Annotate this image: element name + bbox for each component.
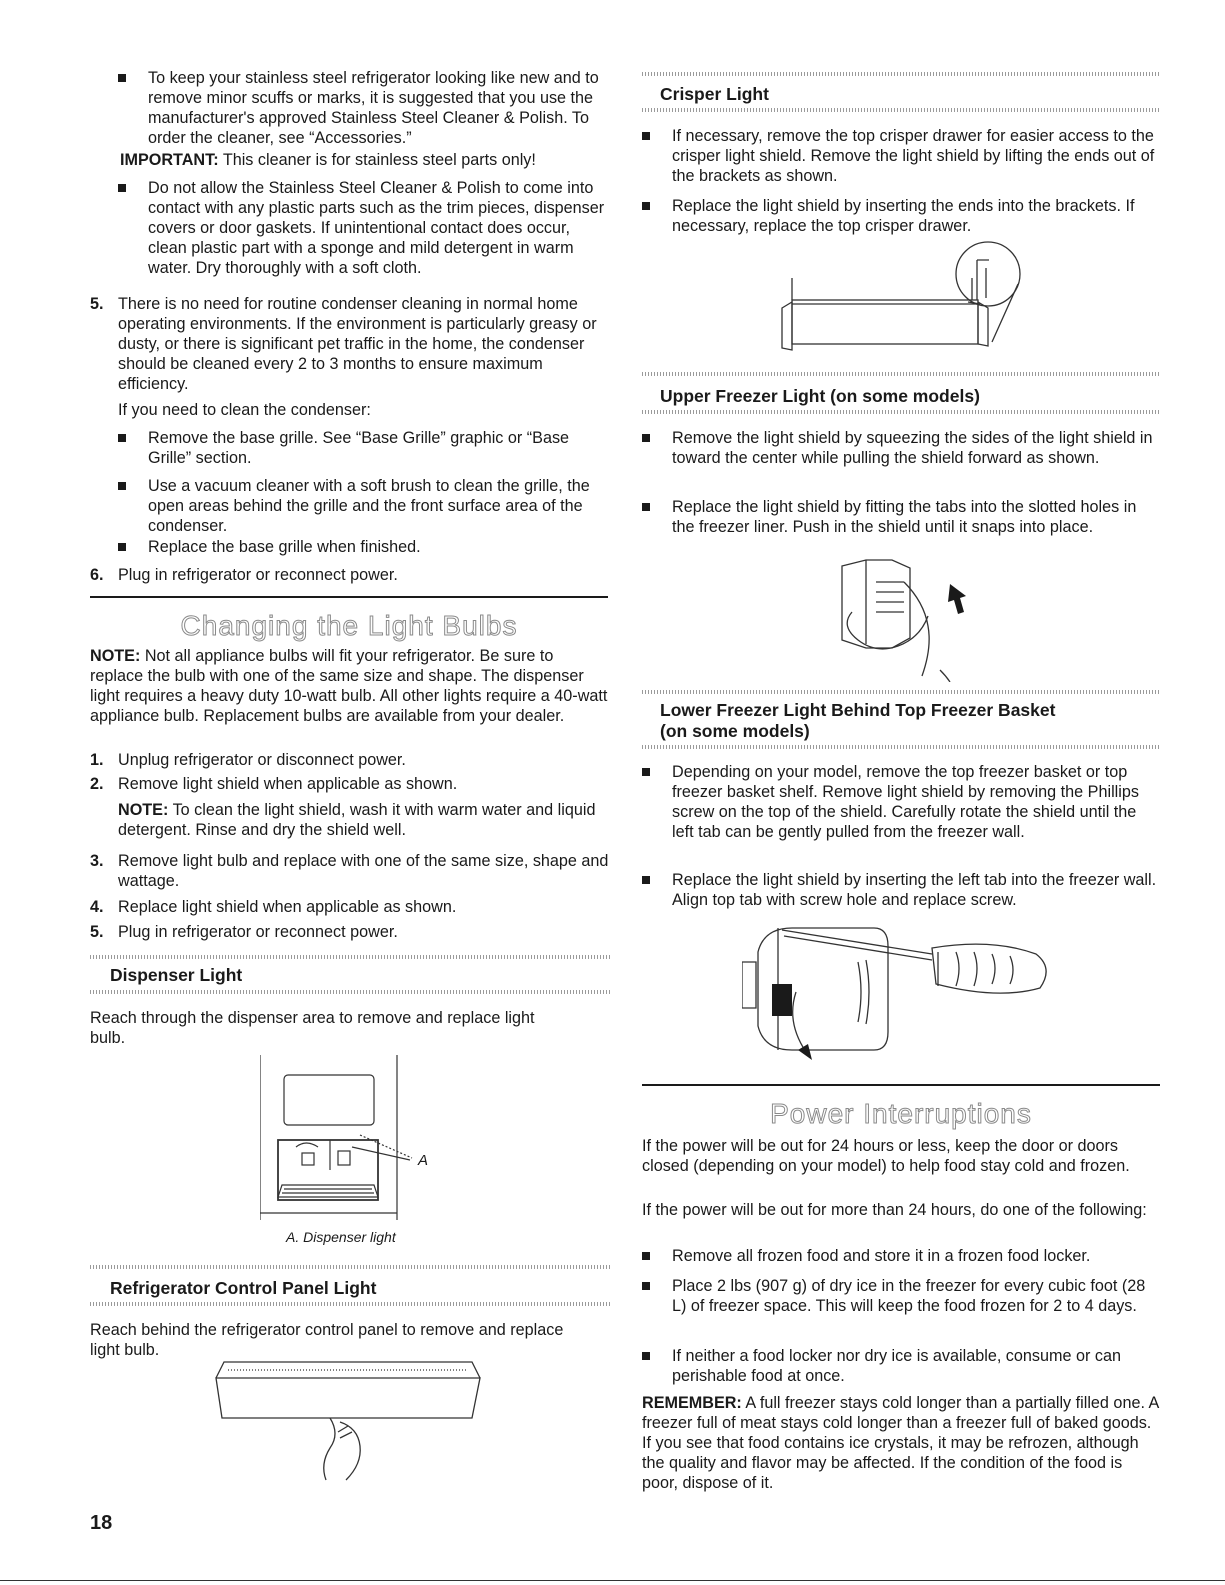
bullet-icon	[642, 202, 650, 210]
note-label: NOTE:	[90, 647, 141, 665]
bullet-text: Depending on your model, remove the top freezer basket or top freezer basket shelf. Remove light shield by removing the Phillips screw on the top of the shield. Carefully rotate the shield until the left tab can be gently pulled from the freezer wall.	[672, 763, 1139, 841]
important-text: This cleaner is for stainless steel parts only!	[218, 151, 536, 169]
dispenser-illustration	[260, 1055, 490, 1225]
bullet-icon	[642, 1252, 650, 1260]
note-text: To clean the light shield, wash it with warm water and liquid detergent. Rinse and dry the shield well.	[118, 801, 596, 839]
subsection-title: Refrigerator Control Panel Light	[110, 1278, 377, 1298]
power-text: If the power will be out for 24 hours or less, keep the door or doors closed (depending on your model) to help food stay cold and frozen.	[642, 1137, 1130, 1175]
bullet-icon	[642, 1352, 650, 1360]
bullet-text: Place 2 lbs (907 g) of dry ice in the freezer for every cubic foot (28 L) of freezer space. This will keep the food frozen for 2 to 4 days.	[672, 1277, 1146, 1315]
condenser-intro: If you need to clean the condenser:	[118, 401, 371, 419]
subsection-title-cont: (on some models)	[660, 721, 810, 741]
dotted-rule	[90, 955, 610, 959]
bullet-text: Use a vacuum cleaner with a soft brush to clean the grille, the open areas behind the grille and the front surface area of the condenser.	[148, 477, 590, 535]
bullet-text: Remove the base grille. See “Base Grille” graphic or “Base Grille” section.	[148, 429, 570, 467]
dotted-rule	[90, 1302, 610, 1306]
dotted-rule	[90, 1265, 610, 1269]
dispenser-caption: A. Dispenser light	[286, 1229, 396, 1245]
subsection-title: Dispenser Light	[110, 965, 243, 985]
callout-label-a: A	[418, 1152, 429, 1169]
dotted-rule	[642, 690, 1160, 694]
section-divider	[642, 1084, 1160, 1086]
item-number: 5.	[90, 295, 104, 313]
section-divider	[90, 596, 608, 598]
subsection-title: Lower Freezer Light Behind Top Freezer Basket	[660, 700, 1056, 720]
control-panel-illustration	[210, 1360, 490, 1485]
item-text: Unplug refrigerator or disconnect power.	[118, 751, 406, 769]
bottom-border	[0, 1580, 1225, 1581]
remember-label: REMEMBER:	[642, 1394, 742, 1412]
upper-freezer-light-illustration	[832, 552, 982, 682]
bullet-icon	[642, 503, 650, 511]
shield-note	[118, 800, 610, 840]
bullet-icon	[642, 1282, 650, 1290]
bullet-icon	[642, 876, 650, 884]
power-text: If the power will be out for more than 24 hours, do one of the following:	[642, 1201, 1147, 1219]
lower-freezer-light-illustration	[742, 912, 1062, 1072]
item-number: 6.	[90, 566, 104, 584]
crisper-light-illustration	[772, 238, 1022, 363]
bullet-text: Replace the light shield by fitting the tabs into the slotted holes in the freezer liner. Push in the shield until it snaps into place.	[672, 498, 1137, 536]
bullet-text: Remove all frozen food and store it in a frozen food locker.	[672, 1247, 1091, 1265]
section-heading: Changing the Light Bulbs	[180, 610, 518, 641]
bullet-icon	[118, 74, 126, 82]
bulb-note	[90, 646, 610, 726]
control-panel-text: Reach behind the refrigerator control panel to remove and replace light bulb.	[90, 1321, 564, 1359]
important-note	[120, 150, 610, 170]
note-label: NOTE:	[118, 801, 169, 819]
bullet-icon	[642, 768, 650, 776]
dotted-rule	[642, 72, 1160, 76]
bullet-text: Replace the base grille when finished.	[148, 538, 421, 556]
bullet-text: If neither a food locker nor dry ice is available, consume or can perishable food at once.	[672, 1347, 1121, 1385]
bullet-icon	[118, 482, 126, 490]
remember-text: A full freezer stays cold longer than a partially filled one. A freezer full of meat stays cold longer than a freezer full of baked goods. If you see that food contains ice crystals, it may be refrozen, although the quality and flavor may be affected. If the condition of the food is poor, dispose of it.	[642, 1394, 1159, 1492]
dotted-rule	[642, 745, 1160, 749]
item-text: Remove light shield when applicable as shown.	[118, 775, 458, 793]
important-label: IMPORTANT:	[120, 151, 219, 169]
bullet-icon	[118, 434, 126, 442]
item-number: 2.	[90, 775, 104, 793]
dotted-rule	[90, 990, 610, 994]
page-number: 18	[90, 1512, 113, 1534]
bullet-text: To keep your stainless steel refrigerator looking like new and to remove minor scuffs or marks, it is suggested that you use the manufacturer's approved Stainless Steel Cleaner & Polish. To order the cleaner, see “Accessories.”	[148, 69, 599, 147]
bullet-text: Replace the light shield by inserting the left tab into the freezer wall. Align top tab with screw hole and replace screw.	[672, 871, 1157, 909]
bullet-icon	[642, 132, 650, 140]
remember-note	[642, 1393, 1160, 1493]
item-text: There is no need for routine condenser cleaning in normal home operating environments. If the environment is particularly greasy or dusty, or there is significant pet traffic in the home, the condenser should be cleaned every 2 to 3 months to ensure maximum efficiency.	[118, 295, 597, 393]
bullet-text: Do not allow the Stainless Steel Cleaner & Polish to come into contact with any plastic parts such as the trim pieces, dispenser covers or door gaskets. If unintentional contact does occur, clean plastic part with a sponge and mild detergent in warm water. Dry thoroughly with a soft cloth.	[148, 179, 605, 277]
bullet-text: Remove the light shield by squeezing the sides of the light shield in toward the center while pulling the shield forward as shown.	[672, 429, 1153, 467]
dispenser-text: Reach through the dispenser area to remove and replace light bulb.	[90, 1009, 535, 1047]
item-number: 4.	[90, 898, 104, 916]
subsection-title: Upper Freezer Light (on some models)	[660, 386, 980, 406]
item-number: 3.	[90, 852, 104, 870]
item-number: 1.	[90, 751, 104, 769]
item-text: Remove light bulb and replace with one of the same size, shape and wattage.	[118, 852, 609, 890]
bullet-text: If necessary, remove the top crisper drawer for easier access to the crisper light shield. Remove the light shield by lifting the ends out of the brackets as shown.	[672, 127, 1155, 185]
bullet-icon	[118, 543, 126, 551]
item-text: Plug in refrigerator or reconnect power.	[118, 566, 398, 584]
bullet-icon	[642, 434, 650, 442]
bullet-text: Replace the light shield by inserting the ends into the brackets. If necessary, replace the top crisper drawer.	[672, 197, 1135, 235]
subsection-title: Crisper Light	[660, 84, 769, 104]
dotted-rule	[642, 108, 1160, 112]
item-text: Plug in refrigerator or reconnect power.	[118, 923, 398, 941]
item-text: Replace light shield when applicable as shown.	[118, 898, 457, 916]
item-number: 5.	[90, 923, 104, 941]
note-text: Not all appliance bulbs will fit your refrigerator. Be sure to replace the bulb with one of the same size and shape. The dispenser light requires a heavy duty 10-watt bulb. All other lights require a 40-watt appliance bulb. Replacement bulbs are available from your dealer.	[90, 647, 608, 725]
section-heading: Power Interruptions	[770, 1098, 1032, 1129]
bullet-icon	[118, 184, 126, 192]
dotted-rule	[642, 372, 1160, 376]
dotted-rule	[642, 410, 1160, 414]
